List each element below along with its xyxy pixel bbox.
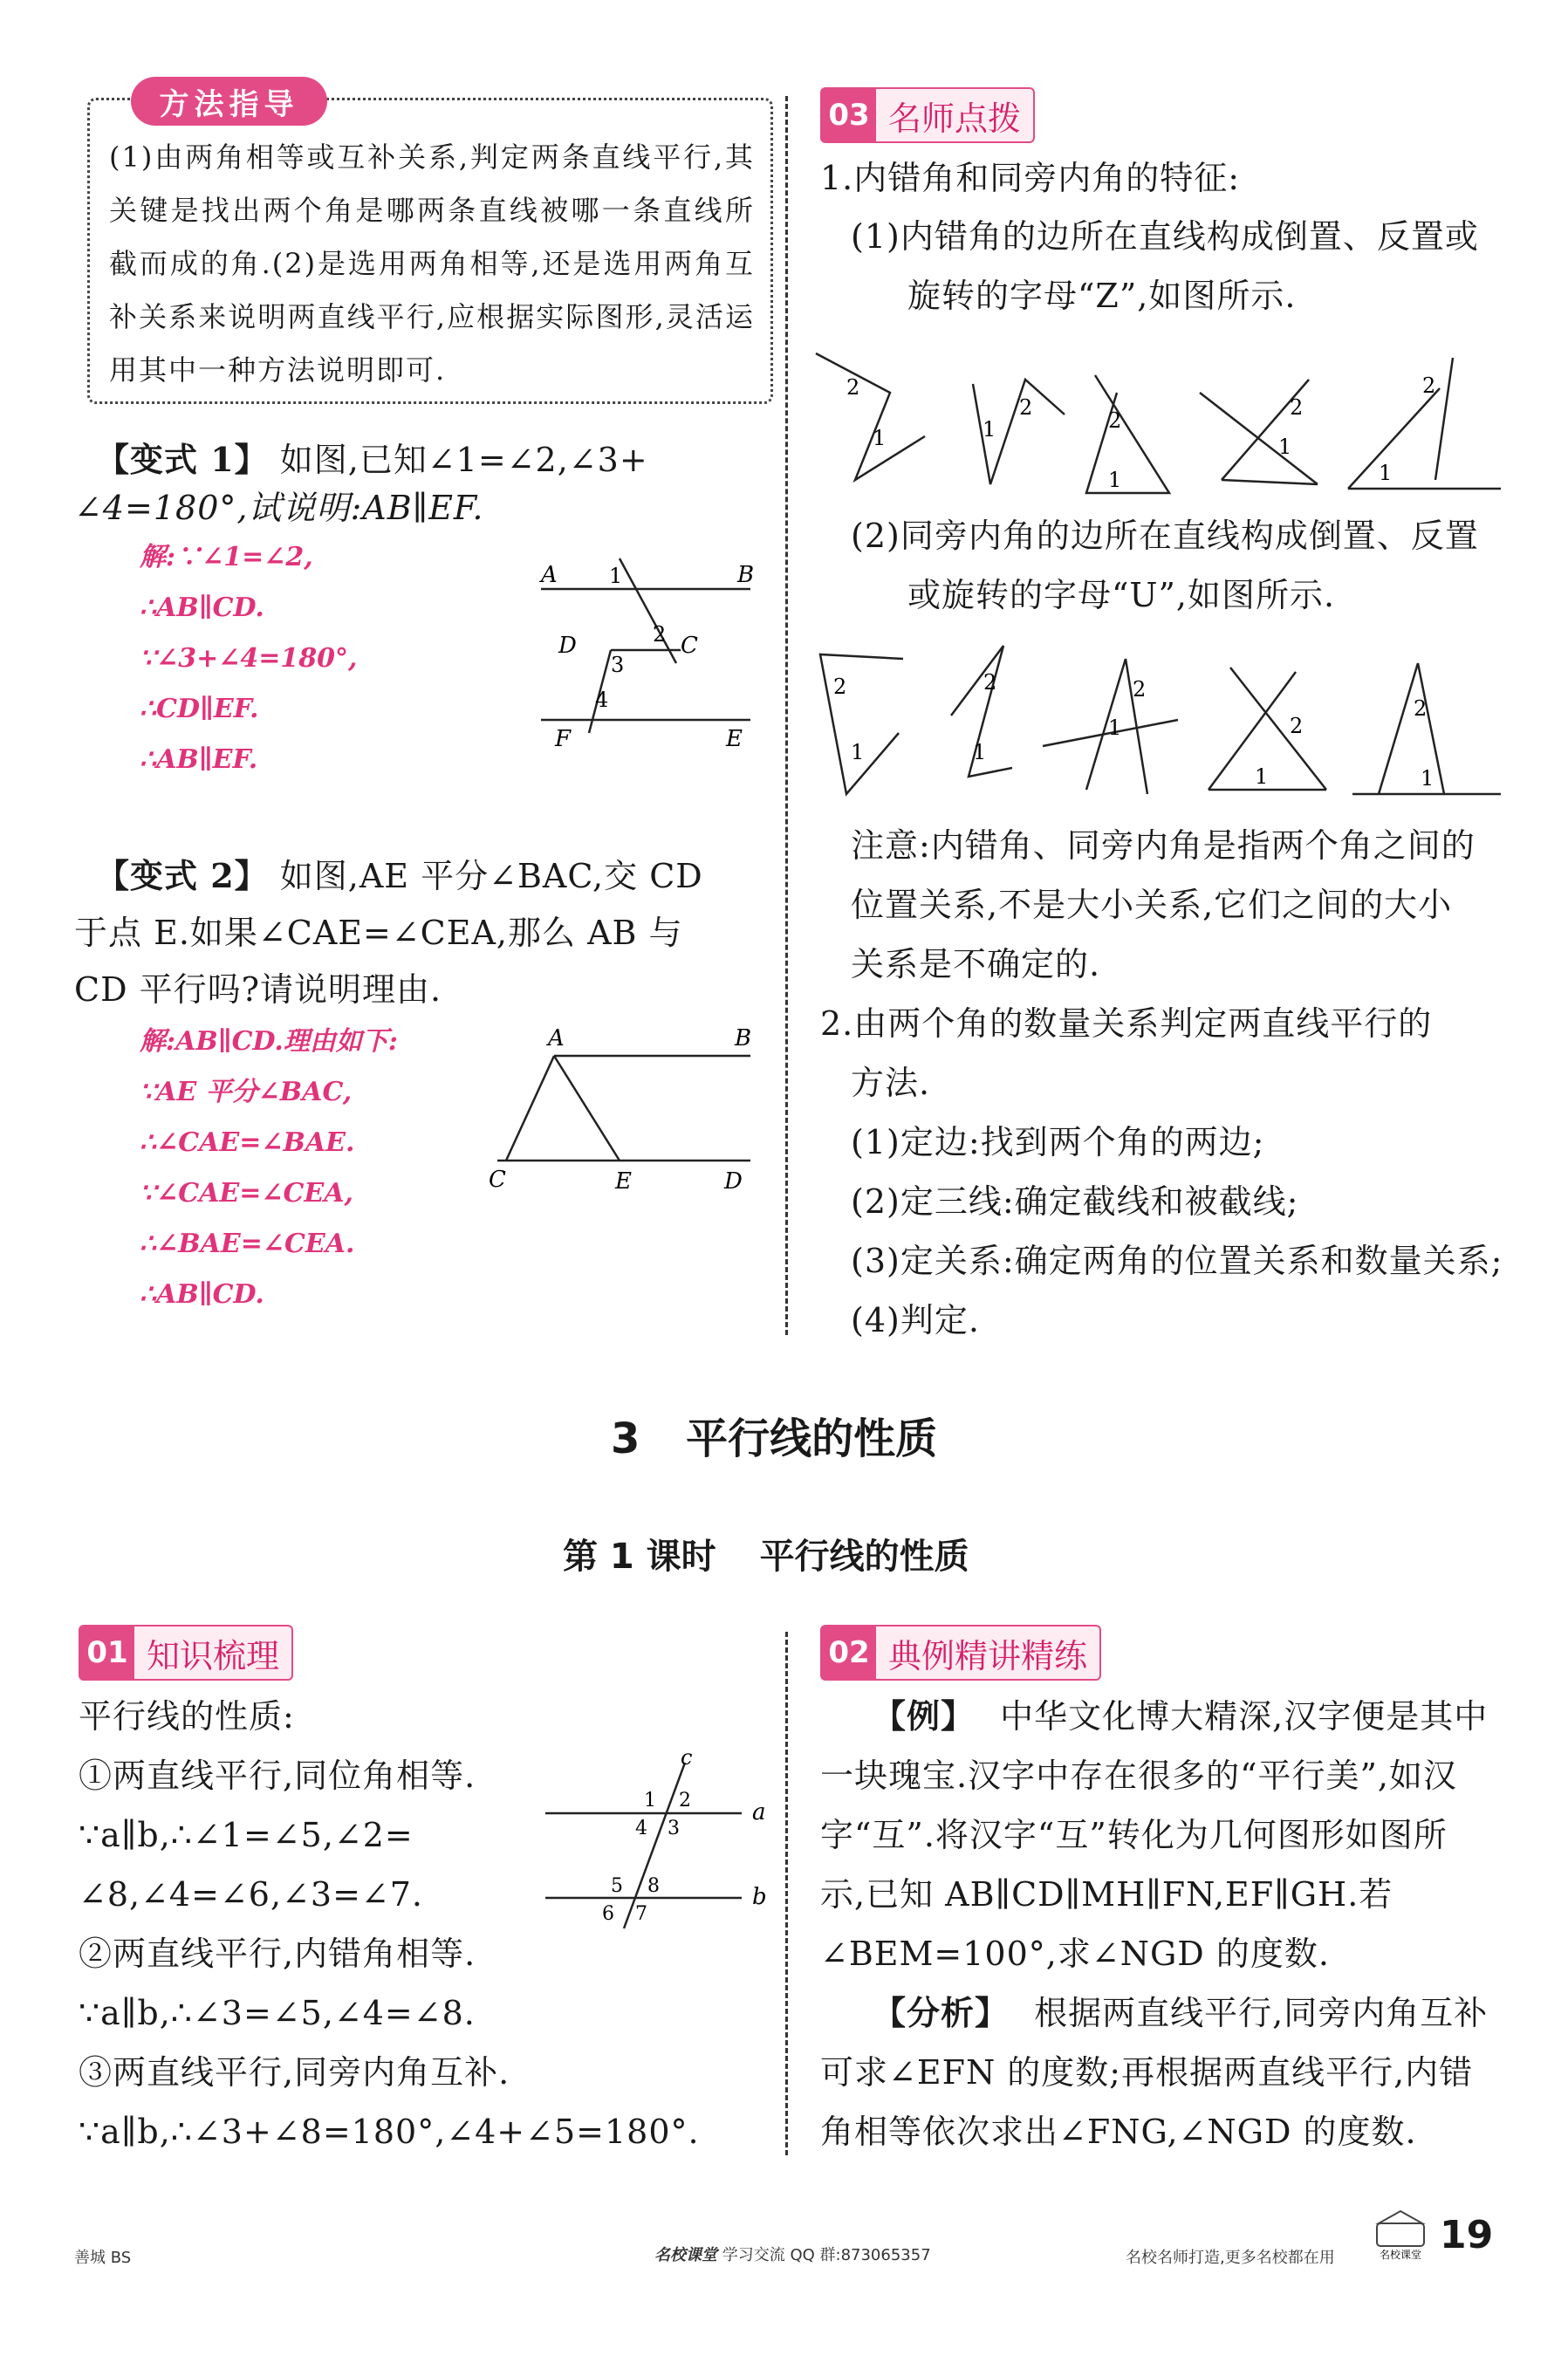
v2-label-D: D — [724, 1168, 743, 1195]
z2-angle-2: 2 — [1019, 395, 1033, 420]
variant2-label: 【变式 2】 — [96, 856, 269, 895]
u2-angle-2: 2 — [983, 670, 997, 695]
tips-tag-number: 03 — [822, 89, 876, 141]
v1-label-F: F — [555, 726, 572, 752]
tips-p1b-line2: 或旋转的字母“U”,如图所示. — [907, 576, 1336, 614]
section-heading — [611, 1405, 937, 1465]
v1-angle-4: 4 — [595, 688, 609, 712]
footer-brand: 名校课堂 — [654, 2246, 717, 2264]
footer-right: 名校名师打造,更多名校都在用 — [1126, 2249, 1335, 2267]
tips-tag-label: 名师点拨 — [888, 99, 1022, 138]
variant2-question — [96, 846, 703, 906]
tips-step4: (4)判定. — [851, 1301, 980, 1339]
lesson-title: 平行线的性质 — [759, 1537, 969, 1577]
knowledge-tag-number: 01 — [80, 1627, 134, 1679]
analysis-line3: 角相等依次求出∠FNG,∠NGD 的度数. — [820, 2113, 1417, 2151]
example-line5: ∠BEM=100°,求∠NGD 的度数. — [820, 1935, 1330, 1973]
angle-4: 4 — [635, 1818, 647, 1839]
z5-angle-1: 1 — [1379, 461, 1393, 485]
section-number: 3 — [611, 1414, 640, 1463]
v1-label-A: A — [541, 562, 558, 588]
v2-label-C: C — [489, 1167, 506, 1193]
tips-note-line3: 关系是不确定的. — [851, 945, 1101, 983]
variant2-line3: CD 平行吗?请说明理由. — [74, 970, 442, 1009]
v2-label-E: E — [615, 1168, 632, 1195]
example-tag-number: 02 — [822, 1627, 876, 1679]
variant1-figure — [524, 541, 768, 759]
analysis-label: 【分析】 — [873, 1993, 1010, 2032]
z2-angle-1: 1 — [983, 417, 996, 442]
example-tag-label: 典例精讲精练 — [888, 1636, 1088, 1675]
line-c-label: c — [681, 1745, 693, 1770]
angle-2: 2 — [679, 1790, 691, 1812]
parallel-lines-figure — [532, 1745, 768, 1937]
variant1-solution-line: ∴AB∥CD. — [140, 592, 264, 623]
knowledge-rule1-reason2: ∠8,∠4=∠6,∠3=∠7. — [79, 1875, 423, 1914]
angle-1: 1 — [644, 1790, 656, 1812]
v1-angle-2: 2 — [653, 622, 667, 647]
variant2-solution-line: ∴∠CAE=∠BAE. — [140, 1127, 355, 1158]
variant1-solution-line: ∴AB∥EF. — [140, 744, 258, 775]
z5-angle-2: 2 — [1422, 373, 1436, 398]
knowledge-rule3: ③两直线平行,同旁内角互补. — [79, 2053, 510, 2092]
variant2-solution-line: ∴AB∥CD. — [140, 1279, 264, 1310]
variant2-solution — [140, 1017, 398, 1320]
example-line2: 一块瑰宝.汉字中存在很多的“平行美”,如汉 — [820, 1757, 1458, 1795]
knowledge-tag — [79, 1625, 293, 1681]
footer-center — [654, 2243, 931, 2265]
variant2-line2: 于点 E.如果∠CAE=∠CEA,那么 AB 与 — [74, 914, 683, 952]
u2-angle-1: 1 — [973, 740, 987, 764]
footer-qq: 学习交流 QQ 群:873065357 — [722, 2246, 931, 2264]
example-label: 【例】 — [873, 1696, 976, 1736]
z4-angle-2: 2 — [1290, 395, 1304, 420]
variant2-solution-line: ∵AE 平分∠BAC, — [140, 1077, 353, 1107]
angle-3: 3 — [668, 1818, 680, 1839]
logo-text: 名校课堂 — [1379, 2249, 1422, 2261]
u5-angle-1: 1 — [1421, 766, 1434, 791]
v1-label-E: E — [726, 726, 743, 752]
u3-angle-1: 1 — [1108, 716, 1122, 740]
variant2-figure — [480, 1021, 768, 1195]
v1-label-B: B — [737, 562, 755, 588]
variant1-solution-line: ∵∠3+∠4=180°, — [140, 643, 358, 674]
angle-8: 8 — [647, 1875, 660, 1897]
tips-step1: (1)定边:找到两个角的两边; — [851, 1123, 1265, 1161]
example-line1 — [873, 1687, 1488, 1746]
knowledge-tag-label: 知识梳理 — [147, 1636, 280, 1675]
angle-6: 6 — [602, 1903, 614, 1925]
example-line4: 示,已知 AB∥CD∥MH∥FN,EF∥GH.若 — [820, 1875, 1393, 1914]
v1-angle-1: 1 — [609, 564, 623, 588]
tips-p1a-line1: (1)内错角的边所在直线构成倒置、反置或 — [851, 217, 1479, 256]
variant1-solution-line: ∴CD∥EF. — [140, 694, 259, 724]
u3-angle-2: 2 — [1133, 677, 1147, 702]
lesson-heading — [563, 1529, 969, 1579]
tips-p2-line2: 方法. — [851, 1064, 931, 1102]
variant1-line1: 如图,已知∠1=∠2,∠3+ — [279, 441, 648, 479]
variant1-label: 【变式 1】 — [96, 440, 269, 479]
analysis-line1 — [873, 1983, 1488, 2043]
tips-step3: (3)定关系:确定两角的位置关系和数量关系; — [851, 1242, 1503, 1280]
logo-icon — [1370, 2208, 1431, 2262]
example-tag — [820, 1625, 1101, 1681]
method-guide-text: (1)由两角相等或互补关系,判定两条直线平行,其关键是找出两个角是哪两条直线被哪一条直线所截而成的角.(2)是选用两角相等,还是选用两角互补关系来说明两直线平行,应根据实际图形,灵活运用其中一种方法说明即可. — [109, 140, 755, 387]
analysis-text-1: 根据两直线平行,同旁内角互补 — [1034, 1994, 1489, 2032]
knowledge-rule3-reason: ∵a∥b,∴∠3+∠8=180°,∠4+∠5=180°. — [79, 2113, 700, 2151]
u1-angle-1: 1 — [851, 740, 865, 764]
v2-label-A: A — [548, 1025, 565, 1051]
angle-5: 5 — [611, 1875, 623, 1897]
variant2-solution-line: ∵∠CAE=∠CEA, — [140, 1178, 353, 1209]
tips-note-line2: 位置关系,不是大小关系,它们之间的大小 — [851, 886, 1453, 924]
v1-angle-3: 3 — [611, 653, 625, 677]
method-guide-title: 方法指导 — [131, 77, 327, 126]
variant1-solution-line: 解:∵∠1=∠2, — [140, 542, 313, 572]
page-number: 19 — [1440, 2213, 1494, 2257]
tips-step2: (2)定三线:确定截线和被截线; — [851, 1182, 1299, 1221]
v1-label-C: C — [681, 633, 698, 659]
z3-angle-1: 1 — [1108, 468, 1122, 492]
tips-p1: 1.内错角和同旁内角的特征: — [820, 159, 1241, 197]
angle-7: 7 — [635, 1903, 647, 1925]
section-title: 平行线的性质 — [686, 1414, 938, 1463]
u5-angle-2: 2 — [1414, 696, 1428, 721]
tips-p1a-line2: 旋转的字母“Z”,如图所示. — [907, 277, 1297, 315]
z-shape-figures — [811, 340, 1510, 506]
column-divider-bottom — [785, 1632, 788, 2155]
z3-angle-2: 2 — [1108, 408, 1122, 433]
variant1-line2: ∠4=180°,试说明:AB∥EF. — [74, 489, 484, 527]
example-line3: 字“互”.将汉字“互”转化为几何图形如图所 — [820, 1816, 1448, 1854]
z1-angle-1: 1 — [873, 426, 887, 450]
tips-tag — [820, 87, 1035, 143]
v2-label-B: B — [735, 1025, 752, 1051]
knowledge-rule1-reason1: ∵a∥b,∴∠1=∠5,∠2= — [79, 1816, 414, 1854]
footer-left: 善城 BS — [74, 2249, 132, 2267]
u-shape-figures — [811, 637, 1510, 812]
analysis-line2: 可求∠EFN 的度数;再根据两直线平行,内错 — [820, 2053, 1474, 2092]
column-divider-top — [785, 96, 788, 1335]
knowledge-intro: 平行线的性质: — [79, 1697, 295, 1736]
tips-p1b-line1: (2)同旁内角的边所在直线构成倒置、反置 — [851, 517, 1479, 555]
tips-p2-line1: 2.由两个角的数量关系判定两直线平行的 — [820, 1004, 1433, 1043]
line-a-label: a — [752, 1799, 766, 1825]
knowledge-rule1: ①两直线平行,同位角相等. — [79, 1757, 476, 1795]
variant1-solution — [140, 532, 357, 785]
z1-angle-2: 2 — [846, 375, 860, 400]
z4-angle-1: 1 — [1278, 435, 1292, 459]
line-b-label: b — [752, 1884, 767, 1910]
u4-angle-2: 2 — [1290, 714, 1304, 738]
tips-note-line1: 注意:内错角、同旁内角是指两个角之间的 — [851, 826, 1476, 865]
knowledge-rule2-reason: ∵a∥b,∴∠3=∠5,∠4=∠8. — [79, 1994, 476, 2032]
example-text-1: 中华文化博大精深,汉字便是其中 — [1000, 1697, 1489, 1736]
variant2-solution-line: ∴∠BAE=∠CEA. — [140, 1229, 355, 1259]
u4-angle-1: 1 — [1255, 764, 1269, 789]
lesson-number: 第 1 课时 — [563, 1537, 716, 1577]
knowledge-rule2: ②两直线平行,内错角相等. — [79, 1935, 476, 1973]
u1-angle-2: 2 — [833, 675, 847, 699]
variant2-solution-line: 解:AB∥CD.理由如下: — [140, 1026, 398, 1057]
variant2-line1: 如图,AE 平分∠BAC,交 CD — [279, 857, 703, 895]
v1-label-D: D — [558, 633, 577, 659]
